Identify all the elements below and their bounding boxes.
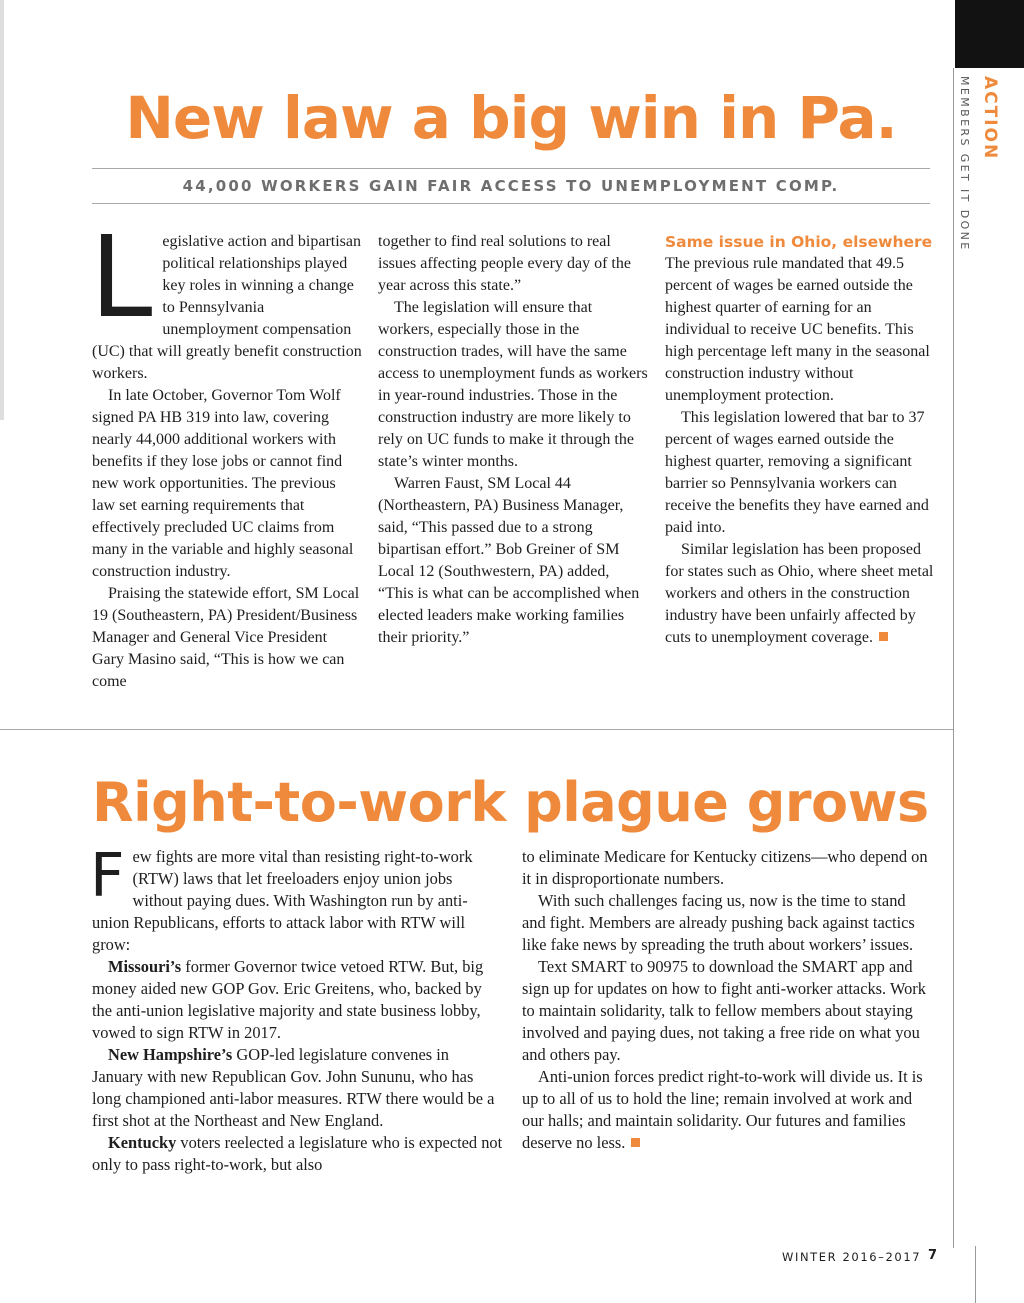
article1-headline: New law a big win in Pa. bbox=[125, 84, 897, 152]
state-text: former Governor twice vetoed RTW. But, big money aided new GOP Gov. Eric Greitens, who, backed by the anti-union legislative majority and state business lobby, vowed to sign RTW in 2017. bbox=[92, 957, 484, 1042]
sidebar-black-tab bbox=[955, 0, 1024, 68]
state-text: voters reelected a legislature who is expected not only to pass right-to-work, but also bbox=[92, 1133, 503, 1174]
state-paragraph bbox=[92, 1132, 504, 1176]
article1-paragraph: This legislation lowered that bar to 37 percent of wages earned outside the highest quarter, removing a significant barrier so Pennsylvania workers can receive the benefits they have earned and paid into. bbox=[665, 409, 929, 536]
article1-column-2 bbox=[378, 231, 648, 649]
article2-column-2 bbox=[522, 846, 932, 1154]
sidebar-divider bbox=[953, 68, 954, 1248]
state-name: New Hampshire’s bbox=[108, 1045, 233, 1064]
page-edge-mark bbox=[0, 0, 4, 420]
article2-dropcap: F bbox=[90, 841, 125, 911]
state-paragraph bbox=[92, 956, 504, 1044]
end-mark-icon bbox=[879, 632, 888, 641]
article1-paragraph: Praising the statewide effort, SM Local 19 (Southeastern, PA) President/Business Manager and General Vice President Gary Masino said, “This is how we can come bbox=[92, 585, 360, 690]
article1-column-1 bbox=[90, 213, 362, 693]
article-separator bbox=[0, 729, 953, 730]
headline-rule-top bbox=[92, 168, 930, 169]
article1-dropcap: L bbox=[90, 213, 153, 343]
section-sublabel: MEMBERS GET IT DONE bbox=[958, 76, 971, 252]
state-name: Missouri’s bbox=[108, 957, 182, 976]
state-paragraph bbox=[92, 1044, 504, 1132]
article1-paragraph: The legislation will ensure that workers, especially those in the construction trades, will have the same access to unemployment funds as workers in year-round industries. Those in the construction industry are more likely to rely on UC funds to make it through the state’s winter months. bbox=[378, 299, 648, 470]
headline-rule-bottom bbox=[92, 203, 930, 204]
article1-paragraph: Warren Faust, SM Local 44 (Northeastern, PA) Business Manager, said, “This passed due to a strong bipartisan effort.” Bob Greiner of SM Local 12 (Southwestern, PA) added, “This is what can be accomplished when elected leaders make working families their priority.” bbox=[378, 475, 640, 646]
article2-paragraph: With such challenges facing us, now is the time to stand and fight. Members are already pushing back against tactics like fake news by spreading the truth about workers’ issues. bbox=[522, 891, 915, 954]
article1-paragraph: together to find real solutions to real issues affecting people every day of the year across this state.” bbox=[378, 233, 631, 294]
article1-subheadline: 44,000 WORKERS GAIN FAIR ACCESS TO UNEMPLOYMENT COMP. bbox=[182, 177, 840, 195]
end-mark-icon bbox=[631, 1138, 640, 1147]
article2-paragraph: to eliminate Medicare for Kentucky citizens—who depend on it in disproportionate numbers. bbox=[522, 847, 928, 888]
article1-paragraph: In late October, Governor Tom Wolf signed PA HB 319 into law, covering nearly 44,000 additional workers with benefits if they lose jobs or cannot find new work opportunities. The previous law set earning requirements that effectively precluded UC claims from many in the variable and highly seasonal construction industry. bbox=[92, 387, 354, 580]
article2-headline: Right-to-work plague grows bbox=[92, 771, 929, 834]
article1-column-3 bbox=[665, 231, 937, 649]
page-number: 7 bbox=[928, 1248, 938, 1263]
article2-paragraph: Text SMART to 90975 to download the SMART app and sign up for updates on how to fight anti-worker attacks. Work to maintain solidarity, talk to fellow members about staying involved and paying dues, not taking a free ride on what you and others pay. bbox=[522, 957, 926, 1064]
section-label: ACTION bbox=[980, 76, 1000, 161]
footer-divider bbox=[975, 1246, 976, 1303]
article1-paragraph: Similar legislation has been proposed for states such as Ohio, where sheet metal workers and others in the construction industry have been unfairly affected by cuts to unemployment coverage. bbox=[665, 541, 934, 646]
state-text: GOP-led legislature convenes in January with new Republican Gov. John Sununu, who has long championed anti-labor measures. RTW there would be a first shot at the Northeast and New England. bbox=[92, 1045, 495, 1130]
article1-paragraph: egislative action and bipartisan political relationships played key roles in winning a change to Pennsylvania unemployment compensation (UC) that will greatly benefit construction workers. bbox=[92, 233, 362, 382]
state-name: Kentucky bbox=[108, 1133, 177, 1152]
article1-paragraph: The previous rule mandated that 49.5 percent of wages be earned outside the highest quarter of earning for an individual to receive UC benefits. This high percentage left many in the seasonal construction industry without unemployment protection. bbox=[665, 255, 930, 404]
article2-paragraph: ew fights are more vital than resisting right-to-work (RTW) laws that let freeloaders enjoy union jobs without paying dues. With Washington run by anti-union Republicans, efforts to attack labor with RTW will grow: bbox=[92, 847, 473, 954]
issue-date: WINTER 2016–2017 bbox=[782, 1250, 922, 1264]
article2-paragraph: Anti-union forces predict right-to-work will divide us. It is up to all of us to hold the line; remain involved at work and our halls; and maintain solidarity. Our futures and families deserve no less. bbox=[522, 1067, 923, 1152]
article1-sidehead: Same issue in Ohio, elsewhere bbox=[665, 233, 933, 251]
article2-column-1 bbox=[90, 841, 504, 1176]
